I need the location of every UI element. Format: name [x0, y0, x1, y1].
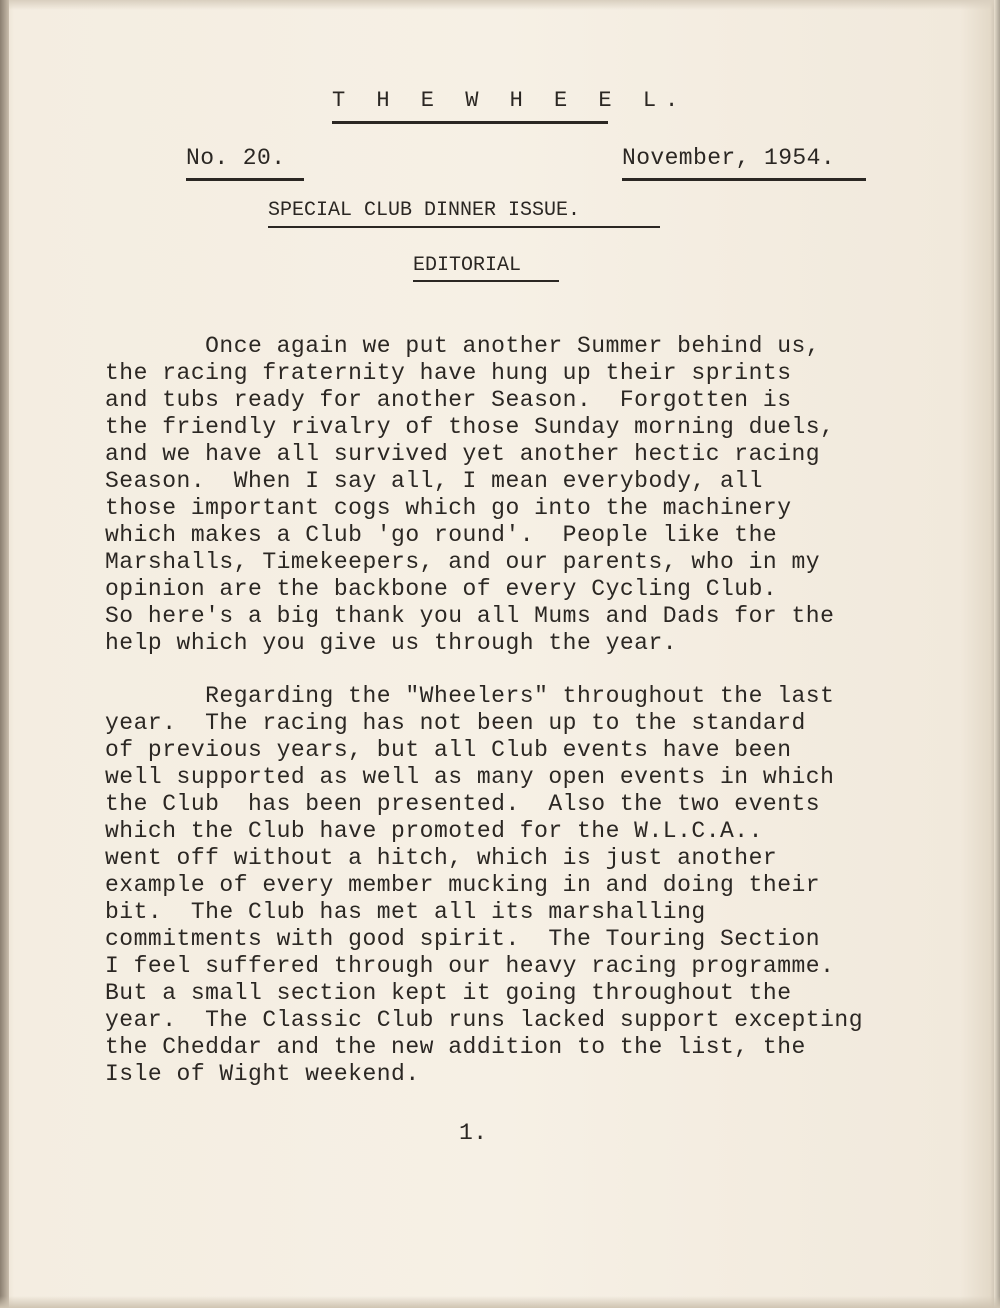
issue-number: No. 20. — [186, 145, 286, 171]
text-line: the Club has been presented. Also the two events — [105, 791, 821, 817]
text-line: Isle of Wight weekend. — [105, 1061, 420, 1087]
text-line: Season. When I say all, I mean everybody, all — [105, 468, 763, 494]
text-line: which the Club have promoted for the W.L.C.A.. — [105, 818, 763, 844]
issue-date: November, 1954. — [622, 145, 836, 171]
section-heading-underline — [413, 280, 559, 282]
text-line: year. The racing has not been up to the standard — [105, 710, 806, 736]
text-line: the friendly rivalry of those Sunday morning duels, — [105, 414, 835, 440]
text-line: commitments with good spirit. The Touring Section — [105, 926, 821, 952]
special-issue-heading: SPECIAL CLUB DINNER ISSUE. — [268, 199, 581, 222]
newsletter-title: T H E W H E E L. — [332, 88, 688, 113]
text-line: example of every member mucking in and doing their — [105, 872, 821, 898]
text-line: Marshalls, Timekeepers, and our parents, who in my — [105, 549, 821, 575]
section-heading: EDITORIAL — [413, 254, 522, 277]
text-line: of previous years, but all Club events have been — [105, 737, 792, 763]
special-issue-underline — [268, 226, 660, 228]
page-number: 1. — [459, 1120, 488, 1146]
text-line: So here's a big thank you all Mums and Dads for the — [105, 603, 835, 629]
text-line: year. The Classic Club runs lacked support excepting — [105, 1007, 864, 1033]
text-line: which makes a Club 'go round'. People like the — [105, 522, 778, 548]
text-line: Once again we put another Summer behind us, — [105, 333, 821, 359]
text-line: and we have all survived yet another hectic racing — [105, 441, 821, 467]
text-line: the Cheddar and the new addition to the list, the — [105, 1034, 806, 1060]
title-underline — [332, 121, 608, 124]
text-line: those important cogs which go into the machinery — [105, 495, 792, 521]
page-binding-shadow — [0, 0, 9, 1308]
text-line: and tubs ready for another Season. Forgotten is — [105, 387, 792, 413]
text-line: went off without a hitch, which is just another — [105, 845, 778, 871]
text-line: help which you give us through the year. — [105, 630, 678, 656]
page-edge — [994, 0, 1000, 1308]
text-line: I feel suffered through our heavy racing programme. — [105, 953, 835, 979]
text-line: But a small section kept it going throughout the — [105, 980, 792, 1006]
text-line: well supported as well as many open events in which — [105, 764, 835, 790]
text-line: bit. The Club has met all its marshalling — [105, 899, 706, 925]
text-line: the racing fraternity have hung up their sprints — [105, 360, 792, 386]
issue-date-underline — [622, 178, 866, 181]
text-line: Regarding the "Wheelers" throughout the last — [105, 683, 835, 709]
issue-number-underline — [186, 178, 304, 181]
text-line: opinion are the backbone of every Cycling Club. — [105, 576, 778, 602]
